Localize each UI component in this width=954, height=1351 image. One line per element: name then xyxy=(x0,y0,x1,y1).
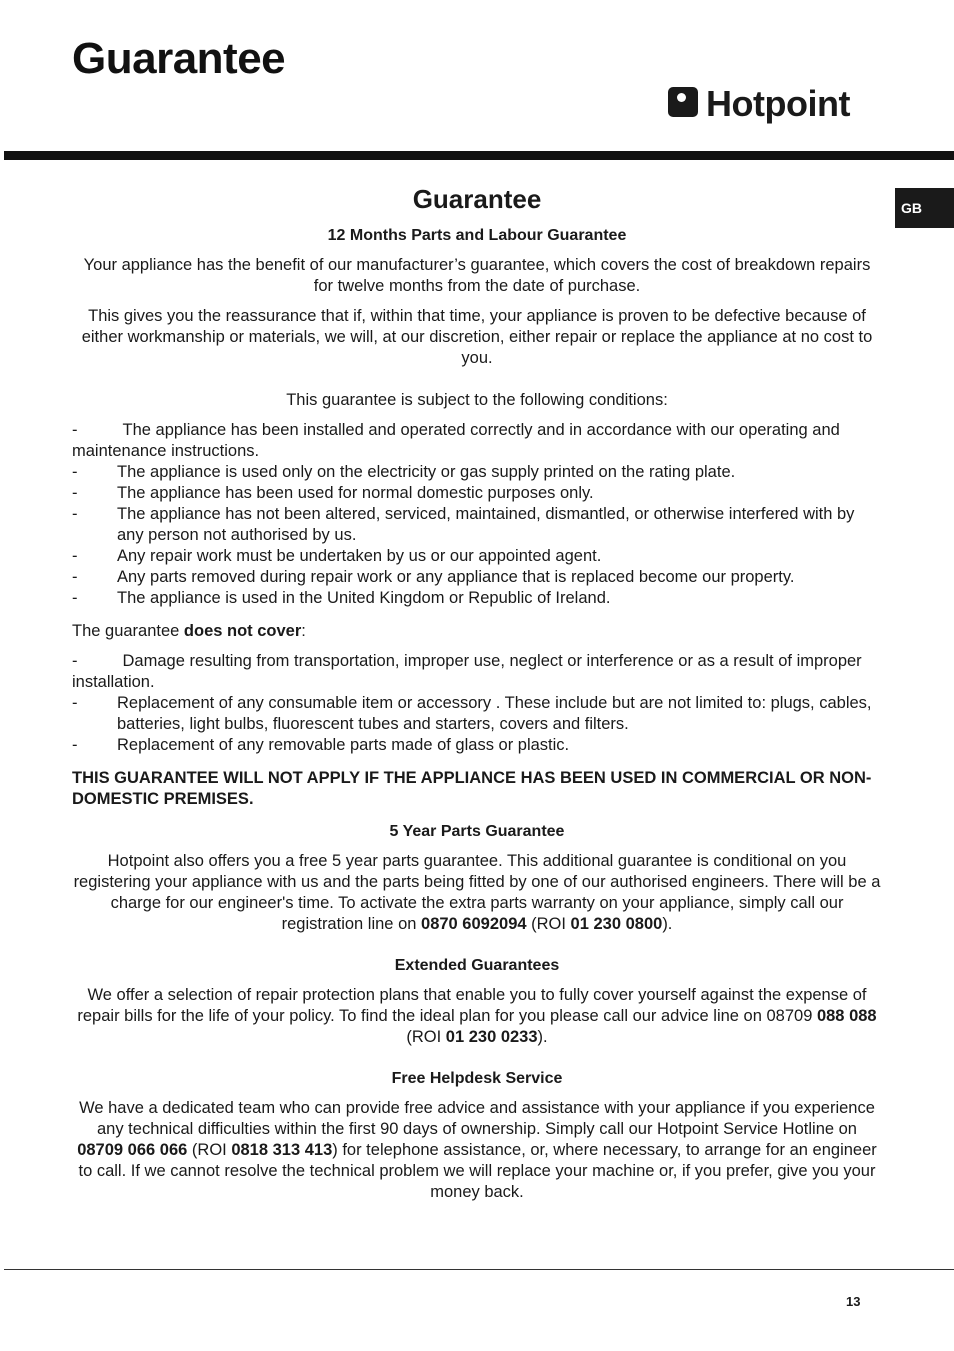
header-divider xyxy=(4,151,954,160)
parts-labour-para-2: This gives you the reassurance that if, within that time, your appliance is proven to be defective because of either workmanship or materials, we will, at our discretion, either repair or replace the appliance at no cost to you. xyxy=(81,307,873,367)
list-item: - Any parts removed during repair work or any appliance that is replaced become our property. xyxy=(72,567,882,588)
language-tab: GB xyxy=(895,188,954,228)
five-year-text: Hotpoint also offers you a free 5 year parts guarantee. This additional guarantee is conditional on you registering your appliance with us and the parts being fitted by one of our authorised engineers. There will be a charge for our engineer's time. To activate the extra parts warranty on your appliance, simply call our registration line on 0870 6092094 (ROI 01 230 0800). xyxy=(73,852,881,933)
not-cover-intro: The guarantee does not cover: xyxy=(72,622,306,640)
page-number: 13 xyxy=(846,1294,861,1309)
helpdesk-text: We have a dedicated team who can provide free advice and assistance with your appliance if you experience any technical difficulties within the first 90 days of ownership. Simply call our Hotpoint Service Hotline on 08709 066 066 (ROI 0818 313 413) for telephone assistance, or, where necessary, to arrange for an engineer to call. If we cannot resolve the technical problem we will replace your machine or, if you prefer, give you your money back. xyxy=(77,1099,877,1201)
five-year-heading: 5 Year Parts Guarantee xyxy=(389,823,565,840)
extended-text: We offer a selection of repair protection plans that enable you to fully cover yourself against the expense of repair bills for the life of your policy. To find the ideal plan for you please call our advice line on 08709 088 088 (ROI 01 230 0233). xyxy=(77,986,877,1046)
list-item: - The appliance is used in the United Kingdom or Republic of Ireland. xyxy=(72,588,882,609)
exclusions-list xyxy=(72,651,882,756)
extended-heading: Extended Guarantees xyxy=(394,957,560,974)
list-item: - The appliance has not been altered, serviced, maintained, dismantled, or otherwise interfered with by any person not authorised by us. xyxy=(72,504,882,546)
list-item: - Any repair work must be undertaken by us or our appointed agent. xyxy=(72,546,882,567)
list-item: - Damage resulting from transportation, improper use, neglect or interference or as a result of improper installation. xyxy=(72,651,882,693)
brand-name: Hotpoint xyxy=(706,83,850,124)
parts-labour-heading: 12 Months Parts and Labour Guarantee xyxy=(327,227,627,244)
page-title: Guarantee xyxy=(72,34,286,83)
hotpoint-logo-icon xyxy=(668,87,698,117)
footer-divider xyxy=(4,1269,954,1270)
list-item: - Replacement of any removable parts made of glass or plastic. xyxy=(72,735,882,756)
list-item: - Replacement of any consumable item or accessory . These include but are not limited to: plugs, cables, batteries, light bulbs, fluorescent tubes and starters, covers and filters. xyxy=(72,693,882,735)
guarantee-content xyxy=(72,182,882,1212)
list-item: - The appliance has been used for normal domestic purposes only. xyxy=(72,483,882,504)
list-item: - The appliance is used only on the electricity or gas supply printed on the rating plate. xyxy=(72,462,882,483)
parts-labour-para-1: Your appliance has the benefit of our manufacturer’s guarantee, which covers the cost of breakdown repairs for twelve months from the date of purchase. xyxy=(83,256,871,295)
hotpoint-logo xyxy=(668,84,850,124)
helpdesk-heading: Free Helpdesk Service xyxy=(391,1070,563,1087)
commercial-warning: THIS GUARANTEE WILL NOT APPLY IF THE APPLIANCE HAS BEEN USED IN COMMERCIAL OR NON-DOMESTIC PREMISES. xyxy=(72,769,872,808)
section-title: Guarantee xyxy=(412,184,542,214)
conditions-list xyxy=(72,420,882,609)
conditions-intro: This guarantee is subject to the following conditions: xyxy=(286,391,668,409)
list-item: - The appliance has been installed and operated correctly and in accordance with our operating and maintenance instructions. xyxy=(72,420,882,462)
